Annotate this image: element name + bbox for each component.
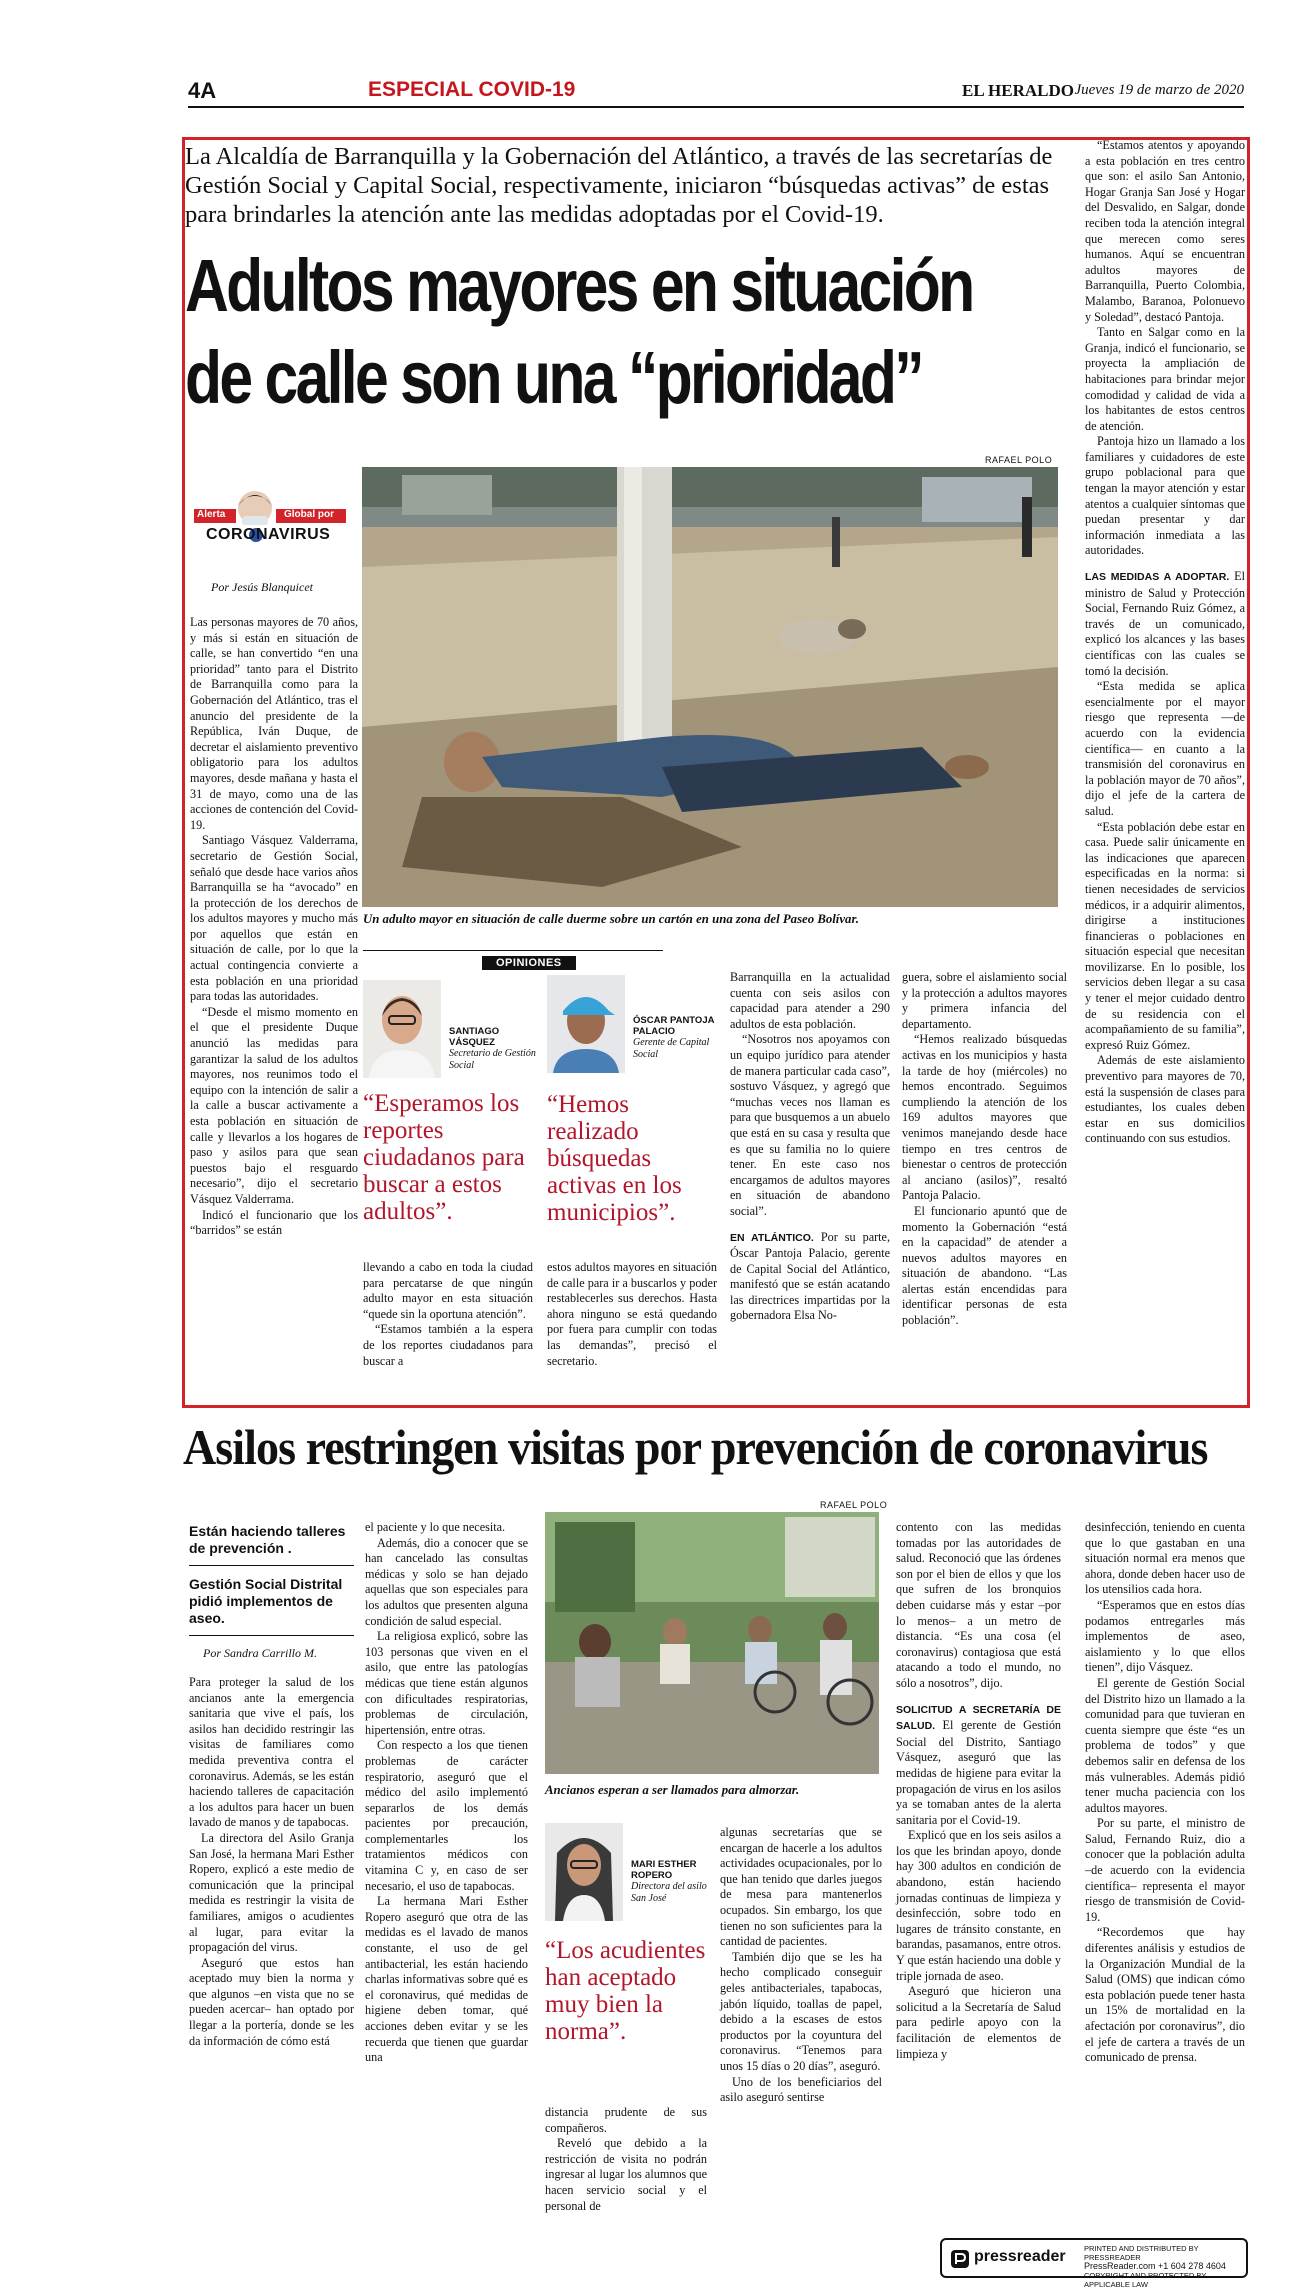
pull-quote: “Esperamos los reportes ciudadanos para buscar a estos adultos”. bbox=[363, 1090, 525, 1225]
paragraph: Aseguró que hicieron una solicitud a la Secretaría de Salud para pedirle apoyo con la facilitación de elementos de limpieza y bbox=[896, 1984, 1061, 2061]
paragraph bbox=[896, 1702, 1061, 1829]
paragraph: Indicó el funcionario que los “barridos” se están bbox=[190, 1207, 358, 1238]
coronavirus-label: CORONAVIRUS bbox=[206, 526, 331, 543]
subhead: LAS MEDIDAS A ADOPTAR. bbox=[1085, 571, 1230, 584]
paragraph: llevando a cabo en toda la ciudad para percatarse de que ningún adulto mayor en esta situación “quede sin la oportuna atención”. bbox=[363, 1260, 533, 1321]
paragraph: “Esta población debe estar en casa. Puede salir únicamente en las indicaciones que aparecen especificadas en la norma: si tienen necesidades de servicios médicos, ir a adquirir alimentos, dirigirse a instituciones financieras o poblaciones en situación especial que necesitan movilizarse. En lo posible, los servicios deben llegar a su casa y tener el mejor cuidado dentro de su residencia con el acompañamiento de su familia”, expresó Ruiz Gómez. bbox=[1085, 819, 1245, 1052]
paragraph: distancia prudente de sus compañeros. bbox=[545, 2105, 707, 2135]
paragraph-text: Por su parte, Óscar Pantoja Palacio, gerente de Capital Social del Atlántico, manifestó que se están acatando las directrices impartidas por la gobernadora Elsa No- bbox=[730, 1229, 891, 1323]
featured-story bbox=[182, 137, 1250, 1408]
byline: Por Sandra Carrillo M. bbox=[203, 1646, 318, 1660]
paragraph: Con respecto a los que tienen problemas de carácter respiratorio, aseguró que el médico del asilo implementó separarlos de los demás pacientes por precaución, complementarles los tratamientos médicos con vitamina C y, en caso de ser necesario, el uso de tapabocas. bbox=[365, 1738, 528, 1893]
paragraph: Para proteger la salud de los ancianos ante la emergencia sanitaria que vive el país, los asilos han decidido restringir las visitas de familiares como medida preventiva contra el coronavirus. Además, se les están haciendo talleres de capacitación a los adultos para hacer un buen lavado de manos y de tapabocas. bbox=[189, 1675, 354, 1830]
asilos-column-b bbox=[365, 1520, 528, 2066]
alerta-coronavirus-logo bbox=[188, 488, 352, 558]
paragraph: La directora del Asilo Granja San José, la hermana Mari Esther Ropero, explicó a este medio de comunicación que la principal medida es restringir la visita de familiares, amigos o acudientes al lugar, para evitar la propagación del virus. bbox=[189, 1830, 354, 1955]
paragraph: Explicó que en los seis asilos a los que les brindan apoyo, donde hay 300 adultos en condición de abandono, están haciendo jornadas continuas de limpieza y desinfección, sobre todo en lugares de tránsito constante, en barandas, pasamanos, entre otros. Y que están haciendo una doble y triple jornada de aseo. bbox=[896, 1828, 1061, 1983]
paragraph: “Recordemos que hay diferentes análisis y estudios de la Organización Mundial de la Salud (OMS) que indican cómo esta población puede tener hasta un 15% de mortalidad en la afectación por coronavirus”, dio el jefe de cartera a través de un comunicado de prensa. bbox=[1085, 1925, 1245, 2065]
opinion-oscar bbox=[547, 975, 722, 1226]
asilos-headline: Asilos restringen visitas por prevención de coronavirus bbox=[183, 1419, 1208, 1475]
paragraph: algunas secretarías que se encargan de hacerle a los adultos actividades ocupacionales, por lo que han tenido que darles juegos de mesa para mantenerlos ocupados. Sin embargo, los que tienen no son suficientes para la cantidad de pacientes. bbox=[720, 1825, 882, 1949]
paragraph: La religiosa explicó, sobre las 103 personas que viven en el asilo, que entre las patologías médicas que tiene están algunos con dificultades respiratorias, problemas de circulación, hipertensión, entre otras. bbox=[365, 1629, 528, 1737]
asilos-column-e bbox=[1085, 1520, 1245, 2066]
column-d bbox=[730, 970, 890, 1324]
headline-line-1: Adultos mayores en situación bbox=[185, 244, 973, 327]
pull-quote: “Los acudientes han aceptado muy bien la norma”. bbox=[545, 1937, 706, 2045]
paragraph bbox=[1085, 569, 1245, 679]
pull-quote: “Hemos realizado búsquedas activas en los municipios”. bbox=[547, 1091, 682, 1226]
paragraph: “Hemos realizado búsquedas activas en los municipios y hasta la tarde de hoy (miércoles) no hemos encontrado. Seguimos cumpliendo la atención de los 169 adultos mayores que venimos manejando desde hace tiempo en tres centros de bienestar o centros de protección al anciano (asilos)”, resaltó Pantoja Palacio. bbox=[902, 1032, 1067, 1203]
paragraph: “Estamos atentos y apoyando a esta población en tres centro que son: el asilo San Antonio, Hogar Granja San José y Hogar del Desvalido, en Salgar, donde reciben toda la atención integral que merecen como seres humanos. Aquí se encuentran adultos mayores de Barranquilla, Puerto Colombia, Malambo, Baranoa, Polonuevo y Soledad”, destacó Pantoja. bbox=[1085, 138, 1245, 324]
paragraph: El gerente de Gestión Social del Distrito hizo un llamado a la comunidad para que tuvieran en cuenta siempre que éste “es un problema de todos” y que debemos salir en defensa de los más vulnerables. Además pidió tener mucha paciencia con los adultos mayores. bbox=[1085, 1675, 1245, 1815]
story-deck: La Alcaldía de Barranquilla y la Gobernación del Atlántico, a través de las secretarías de Gestión Social y Capital Social, respectivamente, iniciaron “búsquedas activas” de estas para brindarles la atención ante las medidas adoptadas por el Covid-19. bbox=[185, 143, 1053, 228]
mari-esther-photo bbox=[545, 1823, 623, 1921]
column-b bbox=[363, 1260, 533, 1369]
pressreader-line: PRINTED AND DISTRIBUTED BY PRESSREADER bbox=[1084, 2244, 1199, 2262]
paragraph: “Estamos también a la espera de los reportes ciudadanos para buscar a bbox=[363, 1322, 533, 1368]
paragraph: “Esperamos que en estos días podamos entregarles más implementos de aseo, aislamiento y lo que ellos tienen”, dijo Vásquez. bbox=[1085, 1597, 1245, 1675]
photo-elderly-man-sleeping bbox=[362, 467, 1058, 907]
section-name: ESPECIAL COVID-19 bbox=[368, 78, 576, 101]
paragraph-text: El ministro de Salud y Protección Social, Fernando Ruiz Gómez, a través de un comunicado, explicó los alcances y las bases científicas con las cuales se tomó la decisión. bbox=[1085, 569, 1246, 678]
paragraph: Además, dio a conocer que se han cancelado las consultas médicas y solo se han dejado aquellas que son especiales para los adultos que presenten alguna condición de salud especial. bbox=[365, 1535, 528, 1628]
pressreader-line: PressReader.com +1 604 278 4604 bbox=[1084, 2261, 1226, 2271]
paragraph bbox=[730, 1230, 890, 1325]
santiago-vasquez-photo bbox=[363, 980, 441, 1078]
asilos-column-c2 bbox=[720, 1825, 882, 2106]
opinions-label: OPINIONES bbox=[482, 956, 576, 970]
opinion-role: Gerente de Capital Social bbox=[633, 1037, 710, 1060]
paragraph: “Desde el mismo momento en el que el presidente Duque anunció las medidas para garantizar la salud de los adultos mayores, nos reunimos todo el equipo con la intención de salir a la calle a buscar activamente a esta población en situación de calle y llevarlos a los hogares de paso y asilos para que sean puestos bajo el resguardo necesario”, dijo el secretario Vásquez Valderrama. bbox=[190, 1004, 358, 1206]
opinion-name: ÓSCAR PANTOJA PALACIO bbox=[633, 1015, 715, 1037]
opinion-role: Secretario de Gestión Social bbox=[449, 1048, 536, 1071]
paragraph: Por su parte, el ministro de Salud, Fernando Ruiz, dio a conocer que la población adulta –de acuerdo con la evidencia científica– representa el mayor riesgo de transmisión de Covid-19. bbox=[1085, 1816, 1245, 1924]
photo-credit: RAFAEL POLO bbox=[985, 455, 1053, 465]
opinion-name: SANTIAGO VÁSQUEZ bbox=[449, 1026, 500, 1048]
paragraph: El funcionario apuntó que de momento la Gobernación “está en la capacidad” de atender a nuevos adultos mayores en situación de abandono. “Las alertas están encendidas para identificar personas de esta población”. bbox=[902, 1203, 1067, 1328]
paragraph: Santiago Vásquez Valderrama, secretario de Gestión Social, señaló que desde hace varios años Barranquilla se ha “avocado” en la protección de los derechos de los adultos mayores y mucho más por aquellos que están en situación de calle, por lo que la actual contingencia convierte a esta población en una prioridad para todas las autoridades. bbox=[190, 833, 358, 1004]
main-photo bbox=[362, 467, 1058, 907]
opinion-santiago bbox=[363, 980, 538, 1225]
column-a bbox=[190, 615, 358, 1239]
paragraph: Barranquilla en la actualidad cuenta con seis asilos con capacidad para atender a 290 adultos de esta población. bbox=[730, 970, 890, 1031]
paragraph: “Esta medida se aplica esencialmente por el mayor riesgo que representa —de acuerdo con la evidencia científica— en cuanto a la transmisión del coronavirus en la población mayor de 70 años”, dijo el jefe de la cartera de salud. bbox=[1085, 679, 1245, 818]
column-d2 bbox=[902, 970, 1067, 1329]
pressreader-icon bbox=[950, 2249, 970, 2269]
paragraph-text: El gerente de Gestión Social del Distrito, Santiago Vásquez, aseguró que las medidas de higiene para evitar la propagación de virus en los asilos ya se tomaban antes de la alerta sanitaria por el Covid-19. bbox=[896, 1718, 1062, 1827]
alert-logo-graphic bbox=[188, 488, 352, 558]
photo-caption: Un adulto mayor en situación de calle duerme sobre un cartón en una zona del Paseo Bolívar. bbox=[363, 912, 859, 926]
paragraph: Pantoja hizo un llamado a los familiares y cuidadores de este grupo poblacional para que tengan la mayor atención y estar atentos a cualquier síntomas que puedan presentar y dar información inmediata a las autoridades. bbox=[1085, 434, 1245, 558]
headline-line-2: de calle son una “prioridad” bbox=[185, 336, 922, 419]
paragraph: Las personas mayores de 70 años, y más si están en situación de calle, se han convertido “en una prioridad” tanto para el Distrito de Barranquilla como para la Gobernación del Atlántico, tras el anuncio del presidente de la República, Iván Duque, de decretar el aislamiento preventivo obligatorio para los adultos mayores, desde mañana y hasta el 31 de mayo, como una de las acciones de contención del Covid-19. bbox=[190, 615, 358, 832]
asilos-column-c bbox=[545, 2105, 707, 2214]
paragraph: Aseguró que estos han aceptado muy bien la norma y que algunos –en vista que no se pueden acercar– han optado por llegar a la portería, donde se les da información de cómo está bbox=[189, 1955, 354, 2048]
summary-item: Gestión Social Distrital pidió implementos de aseo. bbox=[189, 1576, 354, 1636]
story-headline bbox=[185, 240, 973, 424]
byline: Por Jesús Blanquicet bbox=[211, 580, 313, 594]
profile-role: Directora del asilo San José bbox=[631, 1881, 707, 1904]
summary-item: Están haciendo talleres de prevención . bbox=[189, 1523, 354, 1566]
profile-mari-esther bbox=[545, 1823, 710, 2045]
paragraph: el paciente y lo que necesita. bbox=[365, 1520, 506, 1534]
page-header bbox=[188, 74, 1244, 108]
paragraph: Uno de los beneficiarios del asilo aseguró sentirse bbox=[720, 2074, 882, 2105]
pressreader-logo: pressreader bbox=[974, 2248, 1066, 2265]
column-c bbox=[547, 1260, 717, 1369]
paragraph: Además de este aislamiento preventivo para mayores de 70, está la suspensión de clases para estudiantes, los cuales deben estar en sus domicilios continuando con sus estudios. bbox=[1085, 1053, 1245, 1146]
column-e bbox=[1085, 138, 1245, 1147]
page-number: 4A bbox=[188, 78, 217, 103]
paragraph: Tanto en Salgar como en la Granja, indicó el funcionario, se proyecta la ampliación de habitaciones para brindar mejor comodidad y calidad de vida a los habitantes de estos centros de atención. bbox=[1085, 325, 1245, 433]
alert-label: Alerta bbox=[197, 509, 226, 520]
subhead: SOLICITUD A SECRETARÍA DE SALUD. bbox=[896, 1703, 1061, 1733]
asilos-column-d bbox=[896, 1520, 1061, 2062]
pressreader-line: COPYRIGHT AND PROTECTED BY APPLICABLE LAW bbox=[1084, 2271, 1207, 2289]
paragraph: También dijo que se les ha hecho complicado conseguir geles antibacteriales, tapabocas, jabón líquido, toallas de papel, debido a la escases de estos productos por la coyuntura del coronavirus. “Tenemos para unos 15 días o 20 días”, aseguró. bbox=[720, 1949, 882, 2073]
newspaper-name: EL HERALDO bbox=[962, 81, 1074, 100]
subhead: EN ATLÁNTICO. bbox=[730, 1231, 814, 1244]
paragraph: “Nosotros nos apoyamos con un equipo jurídico para atender de manera particular cada caso”, sostuvo Vásquez, y agregó que “muchas veces nos llaman es para que busquemos a un abuelo que está en su casa y resulta que es que su familia no lo quiere tener. En este caso nos encargamos de adultos mayores en situación de abandono social”. bbox=[730, 1032, 890, 1218]
global-label: Global por bbox=[284, 509, 334, 520]
profile-name: MARI ESTHER ROPERO bbox=[631, 1859, 697, 1881]
asilos-photo bbox=[545, 1512, 879, 1774]
paragraph: contento con las medidas tomadas por las autoridades de salud. Reconoció que las órdenes son por el bien de ellos y que los que sufren de los bronquios deben cuidarse más y estar –por lo menos– a un metro de distancia. “Es una cosa (el coronavirus) contagiosa que está atacando a todo el mundo, no sólo a nosotros”, dijo. bbox=[896, 1520, 1061, 1690]
oscar-pantoja-photo bbox=[547, 975, 625, 1073]
photo-elderly-in-courtyard bbox=[545, 1512, 879, 1774]
paragraph: Reveló que debido a la restricción de visita no podrán ingresar al lugar los alumnos que hacen servicio social y el personal de bbox=[545, 2136, 707, 2213]
paragraph: desinfección, teniendo en cuenta que lo que gastaban en una situación normal era menos que ahora, donde deben hacer uso de los utensilios cada hora. bbox=[1085, 1520, 1245, 1597]
asilos-column-a bbox=[189, 1523, 354, 2049]
photo-caption: Ancianos esperan a ser llamados para almorzar. bbox=[545, 1783, 800, 1797]
paragraph: La hermana Mari Esther Ropero aseguró que otra de las medidas es el lavado de manos constante, el uso de gel antibacterial, les están haciendo charlas informativas sobre qué es el coronavirus, qué medidas de higiene deben tomar, qué acciones deben evitar y se les recuerda que tienen que guardar una bbox=[365, 1894, 528, 2065]
paragraph: guera, sobre el aislamiento social y la protección a adultos mayores y primera infancia del departamento. bbox=[902, 970, 1067, 1031]
issue-date: Jueves 19 de marzo de 2020 bbox=[1074, 82, 1244, 98]
pressreader-badge[interactable] bbox=[940, 2238, 1248, 2289]
paragraph: estos adultos mayores en situación de calle para ir a buscarlos y poder restablecerles sus derechos. Hasta ahora ninguno se está quedando por fuera para cumplir con todas las demandas”, precisó el secretario. bbox=[547, 1260, 717, 1368]
photo-credit: RAFAEL POLO bbox=[820, 1500, 888, 1510]
pressreader-notice bbox=[1084, 2244, 1244, 2289]
